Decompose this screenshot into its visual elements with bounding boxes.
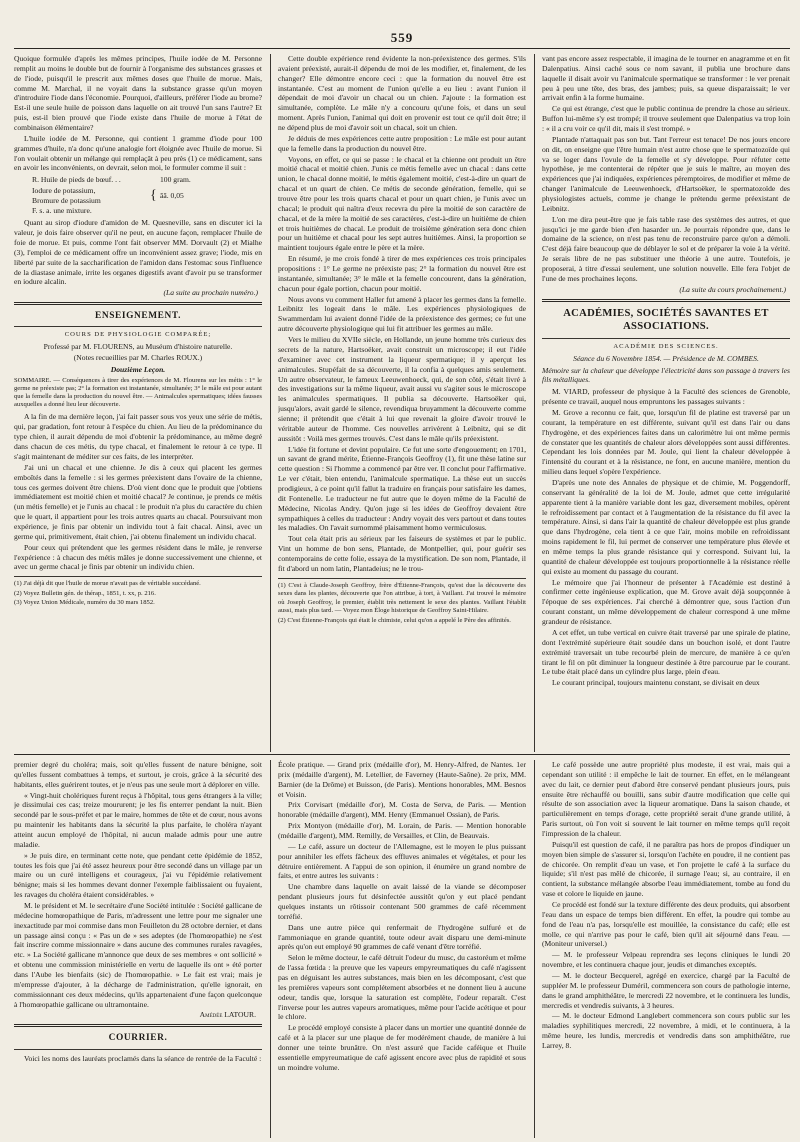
continuation-note: (La suite au prochain numéro.): [163, 288, 258, 298]
footnotes: [278, 578, 526, 626]
course-title: COURS DE PHYSIOLOGIE COMPARÉE;: [64, 331, 212, 339]
paragraph: » Je puis dire, en terminant cette note, que pendant cette épidémie de 1852, toutes les fois que j'ai été assez heureux pour être secondé dans un village par un maire ou un curé intelligens et courageux, j'ai vu l'épidémie relativement bénigne; mais si les hommes devant donner l'exemple faiblissaient ou fuyaient, les ravages du choléra étaient considérables. »: [14, 850, 262, 900]
session-line: Séance du 6 Novembre 1854. — Présidence de M. COMBES.: [573, 353, 759, 363]
paragraph: Je déduis de mes expériences cette autre proposition : Le mâle est pour autant que la femelle dans la production du nouvel être.: [278, 133, 526, 153]
footnote: (1) J'ai déjà dit que l'huile de morue n'avait pas de véritable succédané.: [14, 580, 201, 588]
paragraph: Le café possède une autre propriété plus modeste, il est vrai, mais qui a cependant son utilité : il empêche le lait de tourner. En effet, en le mélangeant avec du lait, ce dernier peut d'abord être conservé pendant plusieurs jours, puis ensuite être réchauffé ou bouilli, sans subir d'autre modification que celle qui résulte de son association avec la liqueur aromatique. Dans la saison chaude, et particulièrement en temps d'orage, cette propriété serait d'une grande utilité, à Paris surtout, où l'on voit si souvent le lait tourner en même temps qu'il reçoit l'impression de la chaleur.: [542, 760, 790, 839]
paragraph: Tout cela était pris au sérieux par les faiseurs de systèmes et par le public. Vint un homme de bon sens, Plantade, de Montpellier, qui, pour guérir ses contemporains de cette folie, essaya de la mystification. De son nom, Plantade, il fit d'abord un nom latin, Plantadeius; ne le trou-: [278, 534, 526, 573]
column-divider: [270, 760, 271, 1138]
paragraph: Nous avons vu comment Haller fut amené à placer les germes dans la femelle. Leibnitz les logeait dans le mâle. Les expériences physiologiques de Swammerdam lui avaient donné l'idée de la préexistence des germes; ce fut une autre découverte physiologique qui lui fit attribuer les germes au mâle.: [278, 294, 526, 334]
paragraph: Voyons, en effet, ce qui se passe : le chacal et la chienne ont produit un être moitié chacal et moitié chien. J'unis ce métis femelle avec un chacal : dans cette union, le chacal donne moitié, le métis également moitié, c'est-à-dire un quart de chacal et un quart de chien. Ce métis de seconde génération, femelle, qui se trouve être pour les trois quarts chacal et pour un quart chien, je l'unis avec un chacal; le produit qui naîtra d'eux recevra du père la moitié de son caractère de chacal, et de la mère la moitié de ses caractères, c'est-à-dire un huitième de chien et trois huitièmes de chacal. Le produit de troisième génération sera donc chien pour un huitième et chacal pour les sept autres huitièmes. Ainsi, la proportion se maintient toujours égale entre le père et la mère.: [278, 154, 526, 253]
bottom-column-2: [278, 760, 526, 1138]
top-band: [14, 54, 790, 752]
paragraph: École pratique. — Grand prix (médaille d'or), M. Henry-Alfred, de Nantes. 1er prix (médaille d'argent), M. Letellier, de Faverney (Haute-Saône). 2e prix, MM. Barnier (de la Drôme) et Buisson, (de Paris). Mentions honorables, MM. Besnos et Voisin.: [278, 760, 526, 799]
recipe-ingredient: Bromure de potassium: [32, 195, 101, 205]
paragraph: premier degré du choléra; mais, soit qu'elles fussent de nature bénigne, soit qu'elles fussent combattues à temps, et surtout, je crois, grâce à la sécurité des habitants, elles guérirent toutes, et je n'eus pas une seule mort à déplorer en ville.: [14, 760, 262, 789]
paragraph: Le procédé employé consiste à placer dans un mortier une quantité donnée de café et à la placer sur une plaque de fer modérément chaude, de manière à lui donner une teinte brunâtre. On n'est assuré que l'acide caféique et l'huile essentielle empyreumatique de café agissent encore avec plus de rapidité et sous un moindre volume.: [278, 1023, 526, 1072]
paragraph: M. Grove a reconnu ce fait, que, lorsqu'un fil de platine est traversé par un courant, la température en est différente, suivant qu'il est dans l'air ou dans l'hydrogène, et des expériences faites dans un calorimètre lui ont même permis de constater que les quantités de chaleur alors développées sont aussi différentes. Cependant les lois données par M. Joule, qui lient la chaleur développée à l'intensité du courant et à la résistance, ne font, en aucune manière, mention du milieu dans lequel s'opère l'expérience.: [542, 408, 790, 477]
feuilleton-divider: [14, 754, 790, 755]
prescription: [32, 175, 262, 216]
section-title: COURRIER.: [108, 1033, 168, 1044]
paragraph: — M. le docteur Becquerel, agrégé en exercice, chargé par la Faculté de suppléer M. le professeur Duméril, commencera son cours de pathologie interne, dans le grand amphithéâtre, le mercredi 22 novembre, et le continuera les lundis, mercredis et vendredis suivants, à 3 heures.: [542, 971, 790, 1010]
paragraph: D'après une note des Annales de physique et de chimie, M. Poggendorff, conservant la généralité de la loi de M. Joule, admet que cette irrégularité apparente tient à la manière variable dont les gaz, diversement mobiles, opèrent le refroidissement par contact et à l'augmentation de la résistance du fil avec la température. Ainsi, si dans l'air la quantité de chaleur développée est plus grande que dans l'hydrogène, cela tient à ce que l'air, moins mobile en refroidissant moins rapidement le fil, lui permet de conserver une température plus élevée et en même temps la plus grande résistance qui y correspond. Suivant lui, la quantité de chaleur développée est toujours proportionnelle à la résistance réelle qui existe au moment du passage du courant.: [542, 478, 790, 576]
lecture-number: Douzième Leçon.: [110, 364, 166, 374]
paragraph: A la fin de ma dernière leçon, j'ai fait passer sous vos yeux une série de métis, qui, par gradation, font retour à l'espèce du chien. Au lieu de la prédominance du type chien, il aurait dépendu de moi d'obtenir la prédominance, au même degré dans chacun de ces métis, du type chacal, et finalement le retour à ce type. Il s'agit maintenant de méditer sur ces faits, de les interpréter.: [14, 412, 262, 461]
brace-glyph: {: [150, 187, 157, 203]
footnote: (3) Voyez Union Médicale, numéro du 30 mars 1852.: [14, 599, 155, 607]
notes-by-line: (Notes recueillies par M. Charles ROUX.): [73, 352, 203, 362]
newspaper-page: [14, 0, 790, 1142]
paragraph: A cet effet, un tube vertical en cuivre était traversé par une spirale de platine, dont l'extrémité supérieure était soudée dans un bouchon isolé, et dont l'autre extrémité traversait un tube recourbé plein de mercure, de manière à ce qu'en tirant le fil on pût diminuer la longueur destinée à être parcourue par le courant. Le tube était placé dans un cylindre plus large, plein d'eau.: [542, 627, 790, 677]
section-title: ENSEIGNEMENT.: [94, 311, 182, 322]
section-rule: [14, 1024, 262, 1027]
professor-line: Professé par M. FLOURENS, au Muséum d'histoire naturelle.: [43, 341, 233, 351]
paragraph: L'idée fit fortune et devint populaire. Ce fut une sorte d'engouement; en 1701, un savant de grand mérite, Étienne-François Geoffroy (1), fit une thèse latine sur cette question : Si l'homme a commencé par être ver. Il conclut pour l'affirmative. Le ver c'était, bien entendu, l'animalcule spermatique. La thèse eut un succès prodigieux, à ce point qu'il fallut la traduire en français pour satisfaire les dames, dit Fontenelle. Le traducteur ne fut autre que le doyen même de la Faculté de Médecine, Nicolas Andry. Qu'on juge si les idées de Geoffroy devaient être sympathiques à celles du traducteur : Andry voyait des vers partout et dans toutes les maladies. On l'avait surnommé plaisamment homo vermiculosus.: [278, 444, 526, 533]
paragraph: Le mémoire que j'ai l'honneur de présenter à l'Académie est destiné à confirmer cette ingénieuse explication, que M. Grove avait déjà soupçonnée à l'époque de ses expériences. J'ai cherché à démontrer que, sous l'action d'un courant constant, un même développement de chaleur correspond à une même grandeur de résistance.: [542, 577, 790, 627]
paragraph: Puisqu'il est question de café, il ne paraîtra pas hors de propos d'indiquer un moyen bien simple de s'assurer si, lorsqu'on l'achète en poudre, il ne contient pas de chicorée. On remplit d'eau un vase, et l'on projette le café à la surface du liquide; s'il n'est pas mêlé de chicorée, il surnage l'eau; si, au contraire, il en contient, la substance mélangée absorbe l'eau immédiatement, tombe au fond du vase et colore le liquide en jaune.: [542, 839, 790, 899]
author-signature: Amédée LATOUR.: [199, 1010, 256, 1020]
paragraph: J'ai uni un chacal et une chienne. Je dis à ceux qui placent les germes emboîtés dans la femelle : si les germes préexistent dans l'ovaire de la chienne, tous ces germes doivent être chiens. D'où vient donc que le produit que j'obtiens immédiatement est moitié chien et moitié chacal? Je continue, je prends ce métis (un métis femelle) et je l'unis au chacal : le produit n'a plus du caractère du chien que le quart, il appartient pour les trois autres quarts au chacal. Poursuivant mon expérience, je finis par obtenir un individu tout à fait chacal. Ainsi, avec un germe qui, primitivement, était chien, j'ai obtenu finalement un individu chacal.: [14, 462, 262, 541]
paragraph: Prix Montyon (médaille d'or), M. Lorain, de Paris. — Mention honorable (médaille d'argent), MM. Remilly, de Versailles, et Clin, de Beauvais.: [278, 821, 526, 841]
recipe-amount: 100 gram.: [160, 175, 191, 185]
paragraph: — Le café, assure un docteur de l'Allemagne, est le moyen le plus puissant pour annihiler les effets fâcheux des effluves animales et végétales, et pour les détruire entièrement. A l'appui de son opinion, il énumère un grand nombre de faits, et entre autres les suivants :: [278, 841, 526, 881]
continuation-note: (La suite du cours prochainement.): [679, 284, 786, 294]
column-1: [14, 54, 262, 752]
paragraph: M. VIARD, professeur de physique à la Faculté des sciences de Grenoble, présente ce travail, auquel nous empruntons les passages suivants :: [542, 387, 790, 407]
footnotes: [14, 576, 262, 608]
divider: [14, 1049, 262, 1050]
bottom-column-3: [542, 760, 790, 1138]
paragraph: Vers le milieu du XVIIe siècle, en Hollande, un jeune homme très curieux des secrets de la nature, Hartsoëker, avait construit un microscope; il eut l'idée d'examiner avec cet instrument la liqueur spermatique; il y aperçut les animalcules. Stupéfait de sa découverte, il la confia à quelques amis seulement. Un autre observateur, le fameux Leeuwenhoeck, qui, de son côté, s'était livré à des investigations sur la même liqueur, avait aussi vu s'agiter sous le microscope les animalcules spermatiques. Il publia sa découverte. Hartsoëker qui, jusqu'alors, avait gardé le silence, revendiqua bruyamment la découverte comme sienne; il prétendit que c'était à lui que revenait la gloire d'avoir trouvé le véritable auteur de l'homme. Ces nouvelles arrivèrent à Leibnitz, qui se dit aussitôt : Voilà mes germes trouvés. C'est dans le mâle qu'ils préexistent.: [278, 335, 526, 443]
paragraph: L'on me dira peut-être que je fais table rase des systèmes des autres, et que jusqu'ici je me garde bien d'en hasarder un. Je pourrais répondre que, dans le domaine de la science, on n'est pas tenu de reconstruire parce qu'on a démoli. C'est déjà faire beaucoup que de déblayer le sol et de préparer la voie à la vérité. Je serais libre de ne pas substituer une théorie à une autre. Toutefois, je proposerai, à titre d'essai seulement, une solution nouvelle. Elle fera l'objet de l'une de mes prochaines leçons.: [542, 214, 790, 283]
paragraph: vant pas encore assez respectable, il imagina de le tourner en anagramme et en fit Dalenpatius. Ainsi caché sous ce nom savant, il publia une brochure dans laquelle il disait avoir vu l'animalcule spermatique se transformer : le ver prenait peu à peu une tête, des bras, des jambes; puis, sa queue disparaissait; le ver arrivait enfin à la forme humaine.: [542, 54, 790, 103]
recipe-ingredient: Iodure de potassium,: [32, 185, 96, 195]
paragraph: Ce qui est étrange, c'est que le public continua de prendre la chose au sérieux. Buffon lui-même s'y est trompé; il trouve seulement que Dalenpatius va trop loin : « il a cru voir ce qu'il dit, mais il s'est trompé. »: [542, 104, 790, 134]
footnote: (1) C'est à Claude-Joseph Geoffroy, frère d'Étienne-François, qu'est due la découverte des sexes dans les plantes, découverte que l'on attribue, à tort, à Vaillant. J'ai trouvé le mémoire où Joseph Geoffroy, le premier, établit très nettement le sexe des plantes. Vaillant l'établit aussi, mais plus tard. — Voyez mon Éloge historique de Geoffroy Saint-Hilaire.: [278, 581, 526, 615]
divider: [14, 326, 262, 327]
page-number: 559: [390, 30, 414, 45]
recipe-ingredient: R. Huile de pieds de bœuf. . .: [32, 175, 121, 185]
paragraph: L'huile iodée de M. Personne, qui contient 1 gramme d'iode pour 100 grammes d'huile, n'a donc qu'une analogie fort éloignée avec l'huile de morue. Si l'on voulait obtenir un mélange qui remplaçât à peu près (1) ce médicament, sans en avoir les inconvénients, on devrait, selon moi, le formuler comme il suit :: [14, 133, 262, 173]
paragraph: Dans une autre pièce qui renfermait de l'hydrogène sulfuré et de l'ammoniaque en grande quantité, toute odeur avait disparu une demi-minute après qu'on eut employé 90 grammes de café venant d'être torréfié.: [278, 922, 526, 952]
section-title: ACADÉMIES, SOCIÉTÉS SAVANTES ET ASSOCIATIONS.: [563, 307, 769, 333]
divider: [542, 338, 790, 339]
paragraph: « Vingt-huit cholériques furent reçus à l'hôpital, tous gens étrangers à la ville; je dissimulai ces cas; treize moururent; je les fis enterrer pendant la nuit. Bien secondé par le sous-préfet et par le maire, hommes de tête et de cœur, nous avons pu maintenir les habitants dans la sécurité la plus parfaite, le choléra n'ayant atteint aucun employé de l'hôpital, ni aucun malade admis pour une autre maladie.: [14, 790, 262, 849]
section-rule: [542, 299, 790, 302]
paragraph: Quant au sirop d'iodure d'amidon de M. Quesneville, sans en discuter ici la valeur, je dois faire observer qu'il ne peut, en aucune façon, remplacer l'huile de foie de morue. Et puis, comme l'ont fait observer MM. Dorvault (2) et Mialhe (3), l'emploi de ce médicament offre un inconvénient assez grave; l'iode, mis en liberté par suite de la saccharification de l'amidon dans l'estomac sous l'influence de la diastase animale, irrite les organes digestifs avant d'avoir pu se transformer en iodure alcalin.: [14, 218, 262, 287]
paragraph: En résumé, je me crois fondé à tirer de mes expériences ces trois principales propositions : 1° Le germe ne préexiste pas; 2° la formation du nouvel être est instantanée, simultanée; 3° le mâle et la femelle concourent, dans la génération, chacun pour égale portion, chacun pour moitié.: [278, 254, 526, 293]
paragraph: Ce procédé est fondé sur la texture différente des deux produits, qui absorbent l'eau dans un espace de temps bien différent. En effet, la poudre qui tombe au fond de l'eau n'a pas, lorsqu'elle est mouillée, la consistance du café; elle est molle, ce qui n'arrive pas pour le café, bien qu'il ait séjourné dans l'eau. — (Moniteur universel.): [542, 900, 790, 949]
paragraph: M. le président et M. le secrétaire d'une Société intitulée : Société gallicane de médecine homœopathique de Paris, m'adressent une lettre pour me signaler une inexactitude par moi commise dans mon Feuilleton du 28 octobre dernier, et dans un passage ainsi conçu : « Pas un de » ses adeptes (de l'homœopathie) ne s'est fait inscrire comme missionnaire » dans aucune des communes rurales ravagées, etc. » La Société gallicane m'annonce que deux de ses membres « ont sollicité » et obtenu une commission ministérielle en vertu de laquelle ils ont » été porter dans l'Aube les bienfaits (sic) de l'homœopathie. » Le fait est vrai; mais je m'empresse d'ajouter, à la décharge de l'administration, qu'elle ignorait, en commissionnant ces deux médecins, qu'ils appartenaient d'une façon quelconque à l'homœopathie gallicane ou ultramontaine.: [14, 901, 262, 1009]
recipe-instruction: F. s. a. une mixture.: [32, 206, 92, 216]
paragraph: Cette double expérience rend évidente la non-préexistence des germes. S'ils avaient préexisté, aurait-il dépendu de moi de les modifier, et, finalement, de les changer? Elle démontre encore ceci : que la formation du nouvel être est instantanée. C'est au moment de l'union qu'elle a eu lieu : avant l'union il dépendait de moi d'avoir un chacal ou un chien. J'ajoute : la formation est simultanée, complète. Le mâle n'y a concouru qu'une fois, et dans un seul moment. Après l'union, l'animal qui doit en provenir est tout ce qu'il doit être; il ne dépend plus de moi d'avoir soit un chacal, soit un chien.: [278, 54, 526, 133]
paragraph: Selon le même docteur, le café détruit l'odeur du musc, du castoréum et même de l'assa fœtida : la preuve que les vapeurs empyreumatiques du café n'agissent pas en déguisant les autres substances, mais bien en les décomposant, c'est que les premières vapeurs sont complétement absorbées et ne donnent lieu à aucune odeur, tandis que, lorsque la saturation est complète, l'odeur reparaît. C'est l'inverse pour les autres vapeurs aromatiques, même pour l'acide acétique et pour le chlore.: [278, 953, 526, 1022]
paragraph: Plantade n'attaquait pas son but. Tant l'erreur est tenace! De nos jours encore on dit, on enseigne que l'être humain n'est autre chose que le spermatozoïde qui va se loger dans l'ovule de la femelle et s'y développe. Pour réfuter cette hypothèse, je me contenterai de répéter que je suis le maître, au moyen des expériences que j'ai indiquées, expériences péremptoires, de modifier et même de changer l'animalcule de Leeuwenhoeck, d'Hartsoëker, le spermatozoïde des physiologistes actuels, comme je change le prétendu germe préexistant de Leibnitz.: [542, 134, 790, 213]
paragraph: Le courant principal, toujours maintenu constant, se divisait en deux: [552, 678, 760, 688]
bottom-column-1: [14, 760, 262, 1138]
column-2: [278, 54, 526, 752]
footnote: (2) Voyez Bulletin gén. de thérap., 1851, t. xx, p. 216.: [14, 589, 156, 597]
paragraph: Quoique formulée d'après les mêmes principes, l'huile iodée de M. Personne remplit au moins le double but de fournir à l'organisme des substances grasses et de l'iode, puisqu'il le prescrit aux mêmes doses que l'huile de morue. Mais, comme M. Marchal, il ne voyait dans la substance grasse qu'un moyen d'introduire l'iode dans l'économie. Pourquoi, d'ailleurs, préférer l'iode au brome? Est-il une seule huile de poisson dans laquelle on ait trouvé l'un sans l'autre? Et puis, est-il bien prouvé que l'iode existe dans l'huile de morue à l'état de combinaison élémentaire?: [14, 54, 262, 133]
bottom-band: [14, 760, 790, 1138]
paragraph: Une chambre dans laquelle on avait laissé de la viande se décomposer pendant plusieurs jours fut désinfectée aussitôt qu'on y eut placé pendant quelques instants un rôtissoir contenant 500 grammes de café récemment torréfié.: [278, 882, 526, 921]
footnote: (2) C'est Étienne-François qui était le chimiste, celui qu'on a appelé le Père des affinités.: [278, 616, 511, 624]
column-3: [542, 54, 790, 752]
paragraph: — M. le professeur Velpeau reprendra ses leçons cliniques le lundi 20 novembre, et les continuera chaque jour, jeudis et dimanches exceptés.: [542, 950, 790, 970]
header-rule: [14, 48, 790, 49]
paragraph: Prix Corvisart (médaille d'or), M. Costa de Serva, de Paris. — Mention honorable (médaille d'argent), MM. Henry (Emmanuel Ossian), de Paris.: [278, 800, 526, 820]
column-divider: [534, 54, 535, 752]
column-divider: [270, 54, 271, 752]
paragraph: — M. le docteur Edmond Langlebert commencera son cours public sur les maladies syphilitiques mercredi, 22 novembre, à midi, et le continuera, à la même heure, les lundis, mercredis et vendredis dans son amphithéâtre, rue Larrey, 8.: [542, 1011, 790, 1051]
section-rule: [14, 302, 262, 305]
column-divider: [534, 760, 535, 1138]
lecture-summary: SOMMAIRE. — Conséquences à tirer des expériences de M. Flourens sur les métis : 1° le germe ne préexiste pas; 2° la formation est instantanée, simultanée; 3° le mâle est pour autant que la femelle dans la production du nouvel être. — Animalcules spermatiques; idées fausses auxquelles a donné lieu leur découverte.: [14, 376, 262, 409]
memoir-title: Mémoire sur la chaleur que développe l'électricité dans son passage à travers les fils métalliques.: [542, 365, 790, 385]
paragraph: Pour ceux qui prétendent que les germes résident dans le mâle, je renverse l'expérience : à chacun des métis mâles je donne successivement une chienne, et avec un germe chacal je finis par obtenir un individu chien.: [14, 542, 262, 572]
paragraph: Voici les noms des lauréats proclamés dans la séance de rentrée de la Faculté :: [24, 1053, 262, 1063]
academy-name: ACADÉMIE DES SCIENCES.: [613, 343, 719, 351]
recipe-amount: āā. 0,05: [160, 190, 184, 200]
